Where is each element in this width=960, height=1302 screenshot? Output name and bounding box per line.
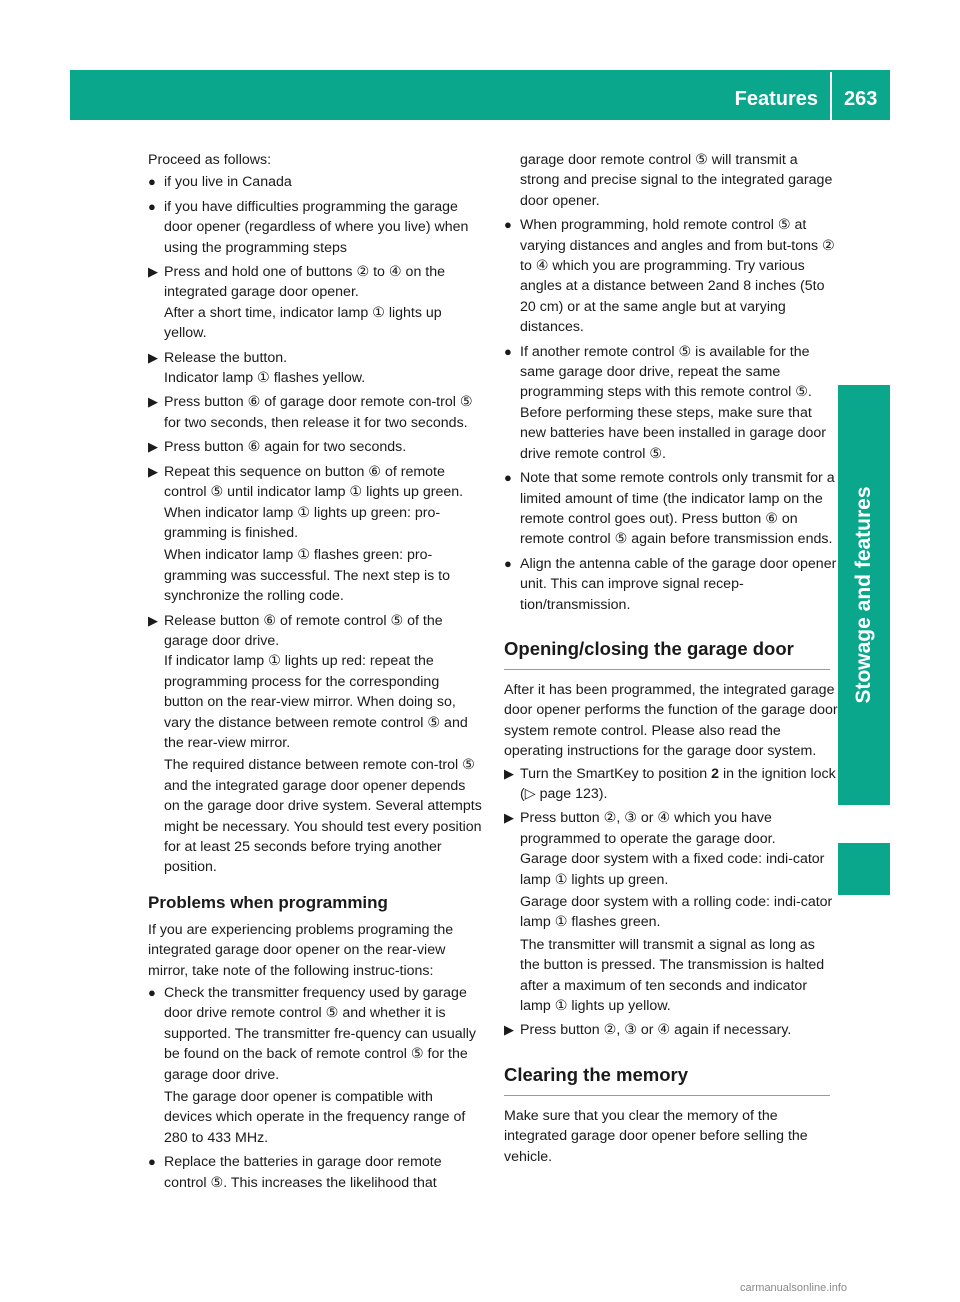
side-marker-square xyxy=(838,843,890,895)
step-arrow-icon: ▶ xyxy=(148,463,158,479)
step-item: ▶ Release the button. Indicator lamp ① flashes yellow. xyxy=(148,349,366,387)
list-item: ● Align the antenna cable of the garage door opener unit. This can improve signal recep-tion/transmission. xyxy=(504,555,837,613)
step-arrow-icon: ▶ xyxy=(148,349,158,365)
header-separator xyxy=(830,72,832,120)
step-item: ▶ Turn the SmartKey to position 2 in the ignition lock (▷ page 123). xyxy=(504,765,836,802)
bullet-icon: ● xyxy=(148,1154,156,1170)
step-item: ▶ Release button ⑥ of remote control ⑤ of the garage door drive. If indicator lamp ① lights up red: repeat the programming process for the corresponding button on the rear-view mirror. When doing so, vary the distance between remote control ⑤ and the rear-view mirror. The required distance between remote con-trol ⑤ and the integrated garage door opener depends on the garage door drive system. Several attempts might be necessary. You should test every position for at least 25 seconds before trying another position. xyxy=(148,612,482,876)
list-item: ● Check the transmitter frequency used by garage door drive remote control ⑤ and whether it is supported. The transmitter fre-quency can usually be found on the back of remote control ⑤ for the garage door drive. The garage door opener is compatible with devices which operate in the frequency range of 280 to 433 MHz. xyxy=(148,985,477,1146)
bullet-icon: ● xyxy=(504,343,512,359)
bullet-icon: ● xyxy=(148,985,156,1001)
step-arrow-icon: ▶ xyxy=(504,1022,514,1038)
step-arrow-icon: ▶ xyxy=(148,394,158,410)
position-number: 2 xyxy=(711,765,719,782)
step-item: ▶ Press and hold one of buttons ② to ④ on the integrated garage door opener. After a short time, indicator lamp ① lights up yellow. xyxy=(148,264,445,342)
list-item: ● if you live in Canada xyxy=(148,172,482,192)
bullet-icon: ● xyxy=(504,555,512,571)
step-arrow-icon: ▶ xyxy=(504,765,514,781)
step-item: ▶ Repeat this sequence on button ⑥ of remote control ⑤ until indicator lamp ① lights up green. When indicator lamp ① lights up green: pro-gramming is finished. When indicator lamp ① flashes green: pro-gramming was successful. The next step is to synchronize the rolling code. xyxy=(148,463,464,605)
side-chapter-label: Stowage and features xyxy=(852,486,875,704)
step-item: ▶ Press button ②, ③ or ④ which you have programmed to operate the garage door. Garage door system with a fixed code: indi-cator lamp ① lights up green. Garage door system with a rolling code: indi-cator lamp ① flashes green. The transmitter will transmit a signal as long as the button is pressed. The transmission is halted after a maximum of ten seconds and indicator lamp ① lights up yellow. xyxy=(504,810,833,1015)
step-arrow-icon: ▶ xyxy=(148,439,158,455)
list-item: ● When programming, hold remote control ⑤ at varying distances and angles and from but-tons ② to ④ which you are programming. Try various angles at a distance between 2and 8 inches (5to 20 cm) or at the same angle but at varying distances. xyxy=(504,217,835,336)
page-number: 263 xyxy=(844,88,878,110)
intro-text: Proceed as follows: xyxy=(148,152,272,168)
step-arrow-icon: ▶ xyxy=(148,612,158,628)
step-arrow-icon: ▶ xyxy=(148,264,158,280)
right-column xyxy=(504,150,838,1169)
bullet-icon: ● xyxy=(504,217,512,233)
left-column xyxy=(148,150,482,1197)
list-item: ● if you have difficulties programming the garage door opener (regardless of where you live) when using the programming steps xyxy=(148,198,469,256)
clearing-memory-text: Make sure that you clear the memory of the integrated garage door opener before selling the vehicle. xyxy=(504,1107,808,1165)
list-item: ● Replace the batteries in garage door remote control ⑤. This increases the likelihood that xyxy=(148,1154,442,1191)
opening-closing-heading: Opening/closing the garage door xyxy=(504,637,830,670)
step-item: ▶ Press button ⑥ of garage door remote con-trol ⑤ for two seconds, then release it for two seconds. xyxy=(148,394,473,431)
step-item: ▶ Press button ⑥ again for two seconds. xyxy=(148,437,482,457)
step-item: ▶ Press button ②, ③ or ④ again if necessary. xyxy=(504,1020,838,1040)
watermark-text: carmanualsonline.info xyxy=(740,1282,848,1294)
problems-heading: Problems when programming xyxy=(148,892,388,912)
list-item-continued: garage door remote control ⑤ will transmit a strong and precise signal to the integrated garage door opener. xyxy=(520,152,833,209)
bullet-icon: ● xyxy=(148,174,156,190)
opening-intro: After it has been programmed, the integrated garage door opener performs the function of the garage door system remote control. Please also read the operating instructions for the garage door system. xyxy=(504,681,838,760)
bullet-icon: ● xyxy=(504,470,512,486)
clearing-memory-heading: Clearing the memory xyxy=(504,1063,830,1096)
problems-intro: If you are experiencing problems programing the integrated garage door opener on the rear-view mirror, take note of the following instruc-tions: xyxy=(148,921,454,979)
list-item: ● If another remote control ⑤ is available for the same garage door drive, repeat the same programming steps with this remote control ⑤. Before performing these steps, make sure that new batteries have been installed in garage door drive remote control ⑤. xyxy=(504,343,827,462)
section-title: Features xyxy=(734,88,818,110)
step-arrow-icon: ▶ xyxy=(504,810,514,826)
list-item: ● Note that some remote controls only transmit for a limited amount of time (the indicator lamp on the remote control goes out). Press button ⑥ on remote control ⑤ again before transmission ends. xyxy=(504,470,835,548)
bullet-icon: ● xyxy=(148,198,156,214)
